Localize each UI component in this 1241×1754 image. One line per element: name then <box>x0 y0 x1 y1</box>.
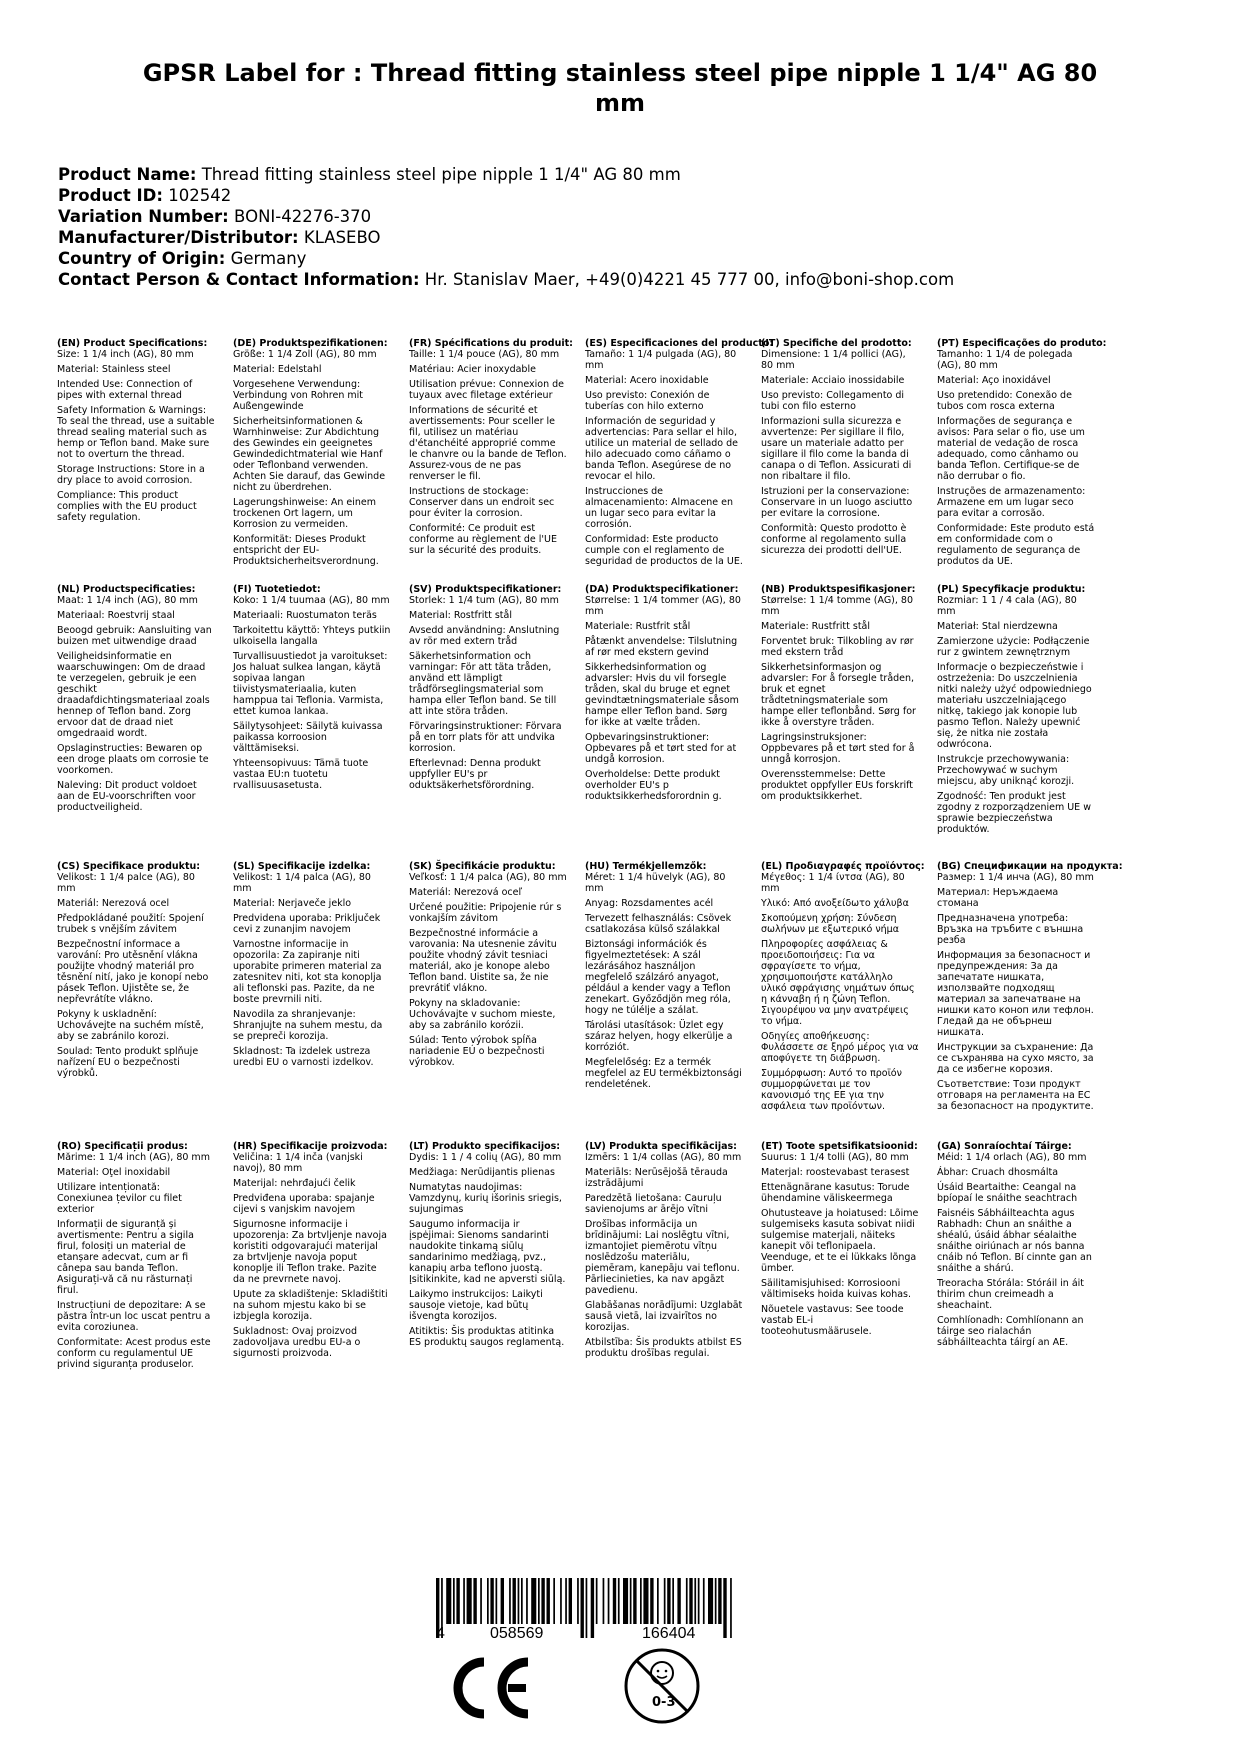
spec-block-title: (GA) Sonraíochtaí Táirge: <box>937 1141 1072 1152</box>
spec-line: Veľkosť: 1 1/4 palca (AG), 80 mm <box>409 872 567 883</box>
spec-line: Velikost: 1 1/4 palca (AG), 80 mm <box>233 872 371 894</box>
barcode-bar <box>672 1578 674 1624</box>
spec-line: Safety Information & Warnings: To seal the thread, use a suitable thread sealing material such as hemp or Teflon band. Make sure not to overturn the thread. <box>57 405 215 460</box>
info-row <box>58 164 1198 185</box>
spec-block-title: (FR) Spécifications du produit: <box>409 338 573 349</box>
spec-line: Tarkoitettu käyttö: Yhteys putkiin ulkoisella langalla <box>233 625 391 647</box>
spec-line: Informações de segurança e avisos: Para selar o fio, use um material de vedação de rosca adequado, como cânhamo ou banda Teflon. Certifique-se de não derrubar o fio. <box>937 416 1085 482</box>
spec-line: Bezpečnostné informácie a varovania: Na utesnenie závitu použite vhodný závit tesniaci materiál, ako je konope alebo Teflon band. Uistite sa, že nie prevrátiť vlákno. <box>409 928 557 994</box>
spec-line: Instructions de stockage: Conserver dans un endroit sec pour éviter la corrosion. <box>409 486 555 519</box>
spec-block <box>233 1141 391 1363</box>
spec-line: Μέγεθος: 1 1/4 ίντσα (AG), 80 mm <box>761 872 905 894</box>
spec-line: Pokyny k uskladnění: Uchovávejte na suchém místě, aby se zabránilo korozi. <box>57 1009 204 1042</box>
spec-line: Sikkerhedsinformation og advarsler: Hvis du vil forsegle tråden, skal du bruge et egnet gevindtætningsmateriale såsom hampe eller Teflon band. Sørg for ikke at vælte tråden. <box>585 662 739 728</box>
barcode-bar <box>715 1578 717 1624</box>
barcode-bar <box>513 1578 516 1624</box>
spec-line: Numatytas naudojimas: Vamzdynų, kurių išorinis sriegis, sujungimas <box>409 1182 562 1215</box>
spec-block-title: (ES) Especificaciones del producto: <box>585 338 774 349</box>
barcode-bar <box>623 1578 628 1624</box>
spec-line: Velikost: 1 1/4 palce (AG), 80 mm <box>57 872 195 894</box>
spec-block-title: (HR) Specifikacije proizvoda: <box>233 1141 388 1152</box>
spec-line: Skladnost: Ta izdelek ustreza uredbi EU o varnosti izdelkov. <box>233 1046 374 1068</box>
spec-line: Méid: 1 1/4 orlach (AG), 80 mm <box>937 1152 1087 1163</box>
spec-line: Säilytysohjeet: Säilytä kuivassa paikassa korroosion välttämiseksi. <box>233 721 383 754</box>
info-label: Variation Number: <box>58 207 229 226</box>
spec-line: Atitiktis: Šis produktas atitinka ES produktų saugos reglamentą. <box>409 1326 565 1348</box>
spec-line: Conformité: Ce produit est conforme au règlement de l'UE sur la sécurité des produits. <box>409 523 557 556</box>
spec-block <box>761 338 919 560</box>
spec-line: Zamierzone użycie: Podłączenie rur z gwintem zewnętrznym <box>937 636 1090 658</box>
spec-line: Uso previsto: Collegamento di tubi con filo esterno <box>761 390 905 412</box>
spec-block <box>761 861 925 1116</box>
spec-line: Materiale: Rustfrit stål <box>585 621 691 632</box>
spec-line: Zgodność: Ten produkt jest zgodny z rozporządzeniem UE w sprawie bezpieczeństwa produktów. <box>937 791 1091 835</box>
spec-block <box>233 584 391 795</box>
barcode-bar <box>698 1578 700 1624</box>
spec-line: Paredzētā lietošana: Cauruļu savienojums ar ārējo vītni <box>585 1193 722 1215</box>
barcode-bar <box>640 1578 642 1624</box>
spec-line: Πληροφορίες ασφάλειας & προειδοποιήσεις: Για να σφραγίσετε το νήμα, χρησιμοποιήστε κατάλληλο υλικό σφράγισης νημάτων όπως η κάνναβη ή η ζώνη Teflon. Σιγουρέψου να μην ανατρέψεις το νήμα. <box>761 939 915 1027</box>
barcode-bar <box>694 1578 696 1624</box>
spec-line: Bezpečnostní informace a varování: Pro utěsnění vlákna použijte vhodný materiál pro těsnění nití, jako je konopí nebo pásek Teflon. Ujistěte se, že nepřevrátíte vlákno. <box>57 939 209 1005</box>
spec-block <box>409 861 567 1072</box>
info-row <box>58 206 1198 227</box>
barcode-bar <box>541 1578 544 1624</box>
spec-line: Faisnéis Sábháilteachta agus Rabhadh: Chun an snáithe a shéalú, úsáid ábhar séalaithe snáithe oiriúnach ar nós banna cnáib nó Teflon. Bí cinnte gan an snáithe a shárú. <box>937 1208 1092 1274</box>
spec-line: Saugumo informacija ir įspėjimai: Sienoms sandarinti naudokite tinkamą siūlų sandarinimo medžiagą, pvz., kanapių arba teflono juostą. Įsitikinkite, kad ne apversti siūlą. <box>409 1219 566 1285</box>
barcode-bar <box>581 1578 584 1638</box>
spec-line: Materiāls: Nerūsējošā tērauda izstrādājumi <box>585 1167 728 1189</box>
spec-line: Materiaal: Roestvrij staal <box>57 610 175 621</box>
spec-line: Tamanho: 1 1/4 de polegada (AG), 80 mm <box>937 349 1073 371</box>
barcode-bar <box>730 1578 732 1638</box>
spec-line: Σκοπούμενη χρήση: Σύνδεση σωλήνων με εξωτερικό νήμα <box>761 913 899 935</box>
spec-line: Atbilstība: Šis produkts atbilst ES produktu drošības regulai. <box>585 1337 742 1359</box>
spec-block <box>585 1141 743 1363</box>
spec-block-title: (SK) Špecifikácie produktu: <box>409 861 556 872</box>
barcode-bar <box>473 1578 476 1624</box>
barcode-bar <box>467 1578 472 1624</box>
spec-line: Ohutusteave ja hoiatused: Lõime sulgemiseks kasuta sobivat niidi sulgemise materjali, näiteks kanepit või teflonipaela. Veenduge, et te ei lükkaks lõnga ümber. <box>761 1208 919 1274</box>
spec-line: Avsedd användning: Anslutning av rör med extern tråd <box>409 625 560 647</box>
spec-line: Förvaringsinstruktioner: Förvara på en torr plats för att undvika korrosion. <box>409 721 562 754</box>
barcode-bar <box>518 1578 520 1624</box>
spec-line: Material: Stainless steel <box>57 364 171 375</box>
spec-line: Säilitamisjuhised: Korrosiooni vältimiseks hoida kuivas kohas. <box>761 1278 912 1300</box>
spec-line: Varnostne informacije in opozorila: Za zapiranje niti uporabite primeren material za zatesnitev niti, kot sta konoplja ali teflonski pas. Pazite, da ne boste prevrnili niti. <box>233 939 382 1005</box>
spec-line: Biztonsági információk és figyelmeztetések: A szál lezárásához használjon megfelelő szálzáró anyagot, például a kender vagy a Teflon zenekart. Győződjön meg róla, hogy ne túlélje a szálat. <box>585 939 731 1016</box>
spec-line: Υλικό: Από ανοξείδωτο χάλυβα <box>761 898 909 909</box>
spec-line: Material: Aço inoxidável <box>937 375 1051 386</box>
spec-block-title: (LT) Produkto specifikacijos: <box>409 1141 561 1152</box>
spec-line: Conformità: Questo prodotto è conforme al regolamento sulla sicurezza dei prodotti dell'UE. <box>761 523 907 556</box>
spec-line: Storage Instructions: Store in a dry place to avoid corrosion. <box>57 464 205 486</box>
spec-line: Naleving: Dit product voldoet aan de EU-voorschriften voor productveiligheid. <box>57 780 197 813</box>
barcode-bar <box>667 1578 670 1624</box>
spec-line: Informacje o bezpieczeństwie i ostrzeżenia: Do uszczelnienia nitki należy użyć odpowiedniego materiału uszczelniającego nitkę, takiego jak konopie lub pasmo Teflon. Należy upewnić się, że nitka nie została odwrócona. <box>937 662 1092 750</box>
spec-line: Säkerhetsinformation och varningar: För att täta tråden, använd ett lämpligt trådförseglingsmaterial som hampa eller Teflon band. Se till att inte störa tråden. <box>409 651 557 717</box>
spec-line: Størrelse: 1 1/4 tomme (AG), 80 mm <box>761 595 914 617</box>
info-value: Hr. Stanislav Maer, +49(0)4221 45 777 00, info@boni-shop.com <box>424 270 955 289</box>
spec-line: Materiale: Rustfritt stål <box>761 621 871 632</box>
info-row <box>58 269 1198 290</box>
barcode-bar <box>560 1578 562 1624</box>
barcode-bar <box>463 1578 465 1624</box>
spec-block <box>409 338 573 560</box>
spec-line: Sukladnost: Ovaj proizvod zadovoljava uredbu EU-a o sigurnosti proizvoda. <box>233 1326 361 1359</box>
spec-line: Materiale: Acciaio inossidabile <box>761 375 905 386</box>
spec-line: Comhlíonadh: Comhlíonann an táirge seo rialachán sábháilteachta táirgí an AE. <box>937 1315 1084 1348</box>
barcode-bar <box>569 1578 572 1624</box>
barcode-bar <box>630 1578 632 1624</box>
spec-line: Yhteensopivuus: Tämä tuote vastaa EU:n tuotetu rvallisuusasetusta. <box>233 758 369 791</box>
spec-block <box>937 584 1095 839</box>
spec-line: Upute za skladištenje: Skladištiti na suhom mjestu kako bi se izbjegla korozija. <box>233 1289 388 1322</box>
spec-line: Předpokládané použití: Spojení trubek s vnějším závitem <box>57 913 204 935</box>
spec-line: Rozmiar: 1 1 / 4 cala (AG), 80 mm <box>937 595 1077 617</box>
barcode-bar <box>480 1578 482 1624</box>
spec-line: Größe: 1 1/4 Zoll (AG), 80 mm <box>233 349 377 360</box>
spec-line: Материал: Неръждаема стомана <box>937 887 1059 909</box>
barcode-bar <box>689 1578 692 1624</box>
barcode-bar <box>657 1578 659 1624</box>
spec-block <box>585 338 774 571</box>
spec-line: Intended Use: Connection of pipes with external thread <box>57 379 193 401</box>
spec-line: Materiál: Nerezová oceľ <box>409 887 523 898</box>
barcode-bar <box>677 1578 680 1624</box>
spec-line: Anyag: Rozsdamentes acél <box>585 898 714 909</box>
spec-block <box>761 584 919 806</box>
spec-line: Konformität: Dieses Produkt entspricht der EU-Produktsicherheitsverordnung. <box>233 534 379 567</box>
barcode-bar <box>708 1578 713 1624</box>
spec-line: Tamaño: 1 1/4 pulgada (AG), 80 mm <box>585 349 737 371</box>
spec-line: Maat: 1 1/4 inch (AG), 80 mm <box>57 595 198 606</box>
spec-line: Συμμόρφωση: Αυτό το προϊόν συμμορφώνεται με τον κανονισμό της ΕΕ για την ασφάλεια των προϊόντων. <box>761 1068 902 1112</box>
barcode-bar <box>586 1578 588 1638</box>
spec-line: Sikkerhetsinformasjon og advarsler: For å forsegle tråden, bruk et egnet trådtetningsmateriale som hampe eller teflonbånd. Sørg for ikke å overstyre tråden. <box>761 662 916 728</box>
barcode-digits-left: 058569 <box>490 1625 544 1642</box>
barcode-bar <box>577 1578 579 1624</box>
spec-line: Tárolási utasítások: Üzlet egy száraz helyen, hogy elkerülje a korróziót. <box>585 1020 733 1053</box>
spec-block-title: (IT) Specifiche del prodotto: <box>761 338 912 349</box>
spec-block-title: (DA) Produktspecifikationer: <box>585 584 739 595</box>
spec-line: Informazioni sulla sicurezza e avvertenze: Per sigillare il filo, usare un materiale adatto per sigillare il filo come la banda di canapa o di Teflon. Assicurati di non ribaltare il filo. <box>761 416 912 482</box>
spec-line: Οδηγίες αποθήκευσης: Φυλάσσετε σε ξηρό μέρος για να αποφύγετε τη διάβρωση. <box>761 1031 919 1064</box>
spec-line: Forventet bruk: Tilkobling av rør med ekstern tråd <box>761 636 914 658</box>
spec-line: Koko: 1 1/4 tuumaa (AG), 80 mm <box>233 595 390 606</box>
spec-line: Suurus: 1 1/4 tolli (AG), 80 mm <box>761 1152 909 1163</box>
not-for-children-0-3-icon <box>622 1646 702 1726</box>
barcode-bar <box>596 1578 598 1624</box>
spec-line: Påtænkt anvendelse: Tilslutning af rør med ekstern gevind <box>585 636 738 658</box>
spec-block-title: (ET) Toote spetsifikatsioonid: <box>761 1141 918 1152</box>
spec-line: Instruções de armazenamento: Armazene em um lugar seco para evitar a corrosão. <box>937 486 1086 519</box>
barcode-bar <box>664 1578 666 1624</box>
info-value: BONI-42276-370 <box>234 207 372 226</box>
barcode-bar <box>608 1578 610 1624</box>
info-value: 102542 <box>168 186 232 205</box>
spec-line: Opbevaringsinstruktioner: Opbevares på et tørt sted for at undgå korrosion. <box>585 732 737 765</box>
spec-line: Dimensione: 1 1/4 pollici (AG), 80 mm <box>761 349 906 371</box>
spec-line: Predviđena uporaba: spajanje cijevi s vanjskim navojem <box>233 1193 375 1215</box>
info-label: Product Name: <box>58 165 197 184</box>
info-label: Country of Origin: <box>58 249 226 268</box>
barcode-bar <box>723 1578 726 1638</box>
spec-line: Informații de siguranță și avertismente: Pentru a sigila firul, folosiți un material de etanșare adecvat, cum ar fi cânepa sau banda Teflon. Asigurați-vă că nu răsturnați firul. <box>57 1219 194 1296</box>
barcode-bar <box>703 1578 705 1624</box>
barcode-bar <box>650 1578 653 1624</box>
spec-line: Úsáid Beartaithe: Ceangal na bpíopaí le snáithe seachtrach <box>937 1182 1078 1204</box>
spec-line: Съответствие: Този продукт отговаря на регламента на ЕС за безопасност на продуктите. <box>937 1079 1094 1112</box>
spec-line: Utilizare intenționată: Conexiunea țevilor cu filet exterior <box>57 1182 182 1215</box>
spec-line: Materijal: nehrđajući čelik <box>233 1178 356 1189</box>
spec-line: Matériau: Acier inoxydable <box>409 364 536 375</box>
spec-block <box>57 1141 215 1374</box>
spec-line: Lagringsinstruksjoner: Oppbevares på et tørt sted for å unngå korrosjon. <box>761 732 915 765</box>
spec-line: Overholdelse: Dette produkt overholder EU's p roduktsikkerhedsforordnin g. <box>585 769 722 802</box>
spec-block-title: (BG) Спецификации на продукта: <box>937 861 1123 872</box>
info-label: Product ID: <box>58 186 163 205</box>
spec-line: Ábhar: Cruach dhosmálta <box>937 1167 1059 1178</box>
spec-block-title: (PL) Specyfikacje produktu: <box>937 584 1086 595</box>
barcode-digit-first: 4 <box>436 1625 445 1642</box>
spec-line: Efterlevnad: Denna produkt uppfyller EU's pr oduktsäkerhetsförordning. <box>409 758 541 791</box>
spec-line: Materiał: Stal nierdzewna <box>937 621 1058 632</box>
spec-block-title: (CS) Specifikace produktu: <box>57 861 201 872</box>
barcode-bar <box>686 1578 688 1624</box>
info-value: Germany <box>230 249 307 268</box>
barcode-bar <box>490 1578 493 1624</box>
spec-line: Méret: 1 1/4 hüvelyk (AG), 80 mm <box>585 872 726 894</box>
page-title: GPSR Label for : Thread fitting stainless steel pipe nipple 1 1/4" AG 80 mm <box>142 59 1098 117</box>
spec-block-title: (FI) Tuotetiedot: <box>233 584 321 595</box>
spec-line: Conformidad: Este producto cumple con el reglamento de seguridad de productos de la UE. <box>585 534 743 567</box>
spec-block-title: (SV) Produktspecifikationer: <box>409 584 562 595</box>
barcode-bar <box>547 1578 550 1624</box>
spec-line: Treoracha Stórála: Stóráil in áit thirim chun creimeadh a sheachaint. <box>937 1278 1085 1311</box>
spec-block-title: (LV) Produkta specifikācijas: <box>585 1141 737 1152</box>
spec-line: Materjal: roostevabast terasest <box>761 1167 910 1178</box>
translations-grid <box>57 338 1217 1568</box>
spec-line: Istruzioni per la conservazione: Conservare in un luogo asciutto per evitare la corrosione. <box>761 486 913 519</box>
spec-line: Tervezett felhasználás: Csövek csatlakozása külső szálakkal <box>585 913 732 935</box>
spec-block <box>233 338 391 571</box>
barcode-bar <box>603 1578 605 1624</box>
spec-block <box>937 1141 1095 1352</box>
spec-line: Nõuetele vastavus: See toode vastab EL-i tooteohutusmäärusele. <box>761 1304 904 1337</box>
spec-line: Určené použitie: Pripojenie rúr s vonkajším závitom <box>409 902 562 924</box>
info-label: Contact Person & Contact Information: <box>58 270 420 289</box>
barcode-bar <box>521 1578 523 1624</box>
info-row <box>58 227 1198 248</box>
ean-barcode <box>432 1578 742 1638</box>
spec-line: Размер: 1 1/4 инча (AG), 80 mm <box>937 872 1094 883</box>
spec-line: Glabāšanas norādījumi: Uzglabāt sausā vietā, lai izvairītos no korozijas. <box>585 1300 743 1333</box>
spec-block-title: (DE) Produktspezifikationen: <box>233 338 388 349</box>
spec-line: Súlad: Tento výrobok spĺňa nariadenie EÚ o bezpečnosti výrobkov. <box>409 1035 545 1068</box>
spec-line: Materiaali: Ruostumaton teräs <box>233 610 377 621</box>
spec-block-title: (SL) Specifikacije izdelka: <box>233 861 371 872</box>
barcode-bar <box>487 1578 489 1624</box>
spec-line: Предназначена употреба: Връзка на тръбите с външна резба <box>937 913 1084 946</box>
product-info <box>58 164 1198 290</box>
barcode-bar <box>496 1578 498 1624</box>
spec-block <box>761 1141 919 1341</box>
spec-line: Størrelse: 1 1/4 tommer (AG), 80 mm <box>585 595 741 617</box>
spec-block <box>937 338 1107 571</box>
spec-line: Ettenägnärane kasutus: Torude ühendamine väliskeermega <box>761 1182 910 1204</box>
spec-line: Mărime: 1 1/4 inch (AG), 80 mm <box>57 1152 210 1163</box>
spec-block-title: (EN) Product Specifications: <box>57 338 208 349</box>
spec-block <box>585 861 743 1094</box>
spec-line: Veličina: 1 1/4 inča (vanjski navoj), 80 mm <box>233 1152 363 1174</box>
spec-block <box>585 584 743 806</box>
barcode-bar <box>509 1578 511 1624</box>
barcode-bar <box>633 1578 636 1624</box>
spec-block-title: (NB) Produktspesifikasjoner: <box>761 584 916 595</box>
barcode-bar <box>643 1578 648 1624</box>
spec-line: Medžiaga: Nerūdijantis plienas <box>409 1167 555 1178</box>
spec-line: Uso pretendido: Conexão de tubos com rosca externa <box>937 390 1072 412</box>
spec-block-title: (PT) Especificações do produto: <box>937 338 1107 349</box>
spec-block <box>233 861 391 1072</box>
spec-block <box>937 861 1123 1116</box>
spec-line: Sigurnosne informacije i upozorenja: Za brtvljenje navoja koristiti odgovarajući materijal za brtvljenje navoja poput konoplje ili Teflon trake. Pazite da ne prevrnete navoj. <box>233 1219 387 1285</box>
spec-block-title: (NL) Productspecificaties: <box>57 584 196 595</box>
spec-line: Materiál: Nerezová ocel <box>57 898 170 909</box>
spec-block <box>409 1141 567 1352</box>
spec-block-title: (EL) Προδιαγραφές προϊόντος: <box>761 861 925 872</box>
spec-line: Turvallisuustiedot ja varoitukset: Jos haluat sulkea langan, käytä sopivaa langan tiivistysmateriaalia, kuten hamppua tai Teflonia. Varmista, ettet kumoa lankaa. <box>233 651 388 717</box>
spec-line: Utilisation prévue: Connexion de tuyaux avec filetage extérieur <box>409 379 565 401</box>
spec-line: Veiligheidsinformatie en waarschuwingen: Om de draad te verzegelen, gebruik je een geschikt draadafdichtingsmateriaal zoals hennep of Teflon band. Zorg ervoor dat de draad niet omgedraaid wordt. <box>57 651 210 739</box>
barcode-bar <box>456 1578 459 1624</box>
spec-line: Laikymo instrukcijos: Laikyti sausoje vietoje, kad būtų išvengta korozijos. <box>409 1289 543 1322</box>
spec-line: Conformitate: Acest produs este conform cu regulamentul UE privind siguranța produselor. <box>57 1337 211 1370</box>
spec-line: Instrucțiuni de depozitare: A se păstra într-un loc uscat pentru a evita coroziunea. <box>57 1300 211 1333</box>
age-label: 0-3 <box>652 1695 676 1710</box>
spec-line: Uso previsto: Conexión de tuberías con hilo externo <box>585 390 710 412</box>
spec-line: Storlek: 1 1/4 tum (AG), 80 mm <box>409 595 559 606</box>
spec-line: Sicherheitsinformationen & Warnhinweise: Zur Abdichtung des Gewindes ein geeignetes Gewindedichtmaterial wie Hanf oder Teflonband verwenden. Achten Sie darauf, das Gewinde nicht zu überdrehen. <box>233 416 386 493</box>
spec-line: Lagerungshinweise: An einem trockenen Ort lagern, um Korrosion zu vermeiden. <box>233 497 377 530</box>
spec-line: Opslaginstructies: Bewaren op een droge plaats om corrosie te voorkomen. <box>57 743 209 776</box>
spec-block <box>409 584 567 795</box>
spec-block-title: (HU) Termékjellemzők: <box>585 861 707 872</box>
spec-line: Overensstemmelse: Dette produktet oppfyller EUs forskrift om produktsikkerhet. <box>761 769 914 802</box>
barcode-bar <box>526 1578 528 1624</box>
spec-line: Izmērs: 1 1/4 collas (AG), 80 mm <box>585 1152 742 1163</box>
spec-line: Material: Oţel inoxidabil <box>57 1167 171 1178</box>
info-row <box>58 248 1198 269</box>
barcode-bar <box>453 1578 455 1624</box>
spec-block <box>57 584 215 817</box>
spec-line: Informations de sécurité et avertissements: Pour sceller le fil, utilisez un matériau d'étanchéité approprié comme le chanvre ou la bande de Teflon. Assurez-vous de ne pas renverser le fil. <box>409 405 567 482</box>
spec-block <box>57 338 215 527</box>
barcode-bar <box>553 1578 555 1624</box>
barcode-bar <box>718 1578 721 1624</box>
spec-line: Taille: 1 1/4 pouce (AG), 80 mm <box>409 349 560 360</box>
barcode-bar <box>618 1578 620 1624</box>
barcode-bar <box>446 1578 451 1624</box>
spec-line: Megfelelőség: Ez a termék megfelel az EU termékbiztonsági rendeletének. <box>585 1057 742 1090</box>
spec-line: Информация за безопасност и предупреждения: За да запечатате нишката, използвайте подходящ материал за запечатване на нишки като коноп или тефлон. Гледай да не обърнеш нишката. <box>937 950 1094 1038</box>
spec-line: Información de seguridad y advertencias: Para sellar el hilo, utilice un material de sellado de hilo adecuado como cáñamo o banda Teflon. Asegúrese de no revocar el hilo. <box>585 416 739 482</box>
spec-block <box>57 861 215 1083</box>
spec-line: Size: 1 1/4 inch (AG), 80 mm <box>57 349 194 360</box>
barcode-digits-right: 166404 <box>642 1625 696 1642</box>
spec-line: Material: Edelstahl <box>233 364 322 375</box>
spec-line: Instrukcje przechowywania: Przechowywać w suchym miejscu, aby uniknąć korozji. <box>937 754 1075 787</box>
info-value: KLASEBO <box>303 228 381 247</box>
barcode-bar <box>613 1578 616 1624</box>
barcode-bar <box>538 1578 540 1624</box>
spec-line: Material: Rostfritt stål <box>409 610 512 621</box>
spec-line: Compliance: This product complies with the EU product safety regulation. <box>57 490 197 523</box>
spec-line: Material: Nerjaveče jeklo <box>233 898 352 909</box>
barcode-bar <box>591 1578 594 1638</box>
info-row <box>58 185 1198 206</box>
barcode-bar <box>565 1578 567 1624</box>
spec-block-title: (RO) Specificații produs: <box>57 1141 188 1152</box>
spec-line: Conformidade: Este produto está em conformidade com o regulamento de segurança de produtos da UE. <box>937 523 1095 567</box>
spec-line: Beoogd gebruik: Aansluiting van buizen met uitwendige draad <box>57 625 212 647</box>
spec-line: Pokyny na skladovanie: Uchovávajte v suchom mieste, aby sa zabránilo korózii. <box>409 998 556 1031</box>
barcode-bar <box>501 1578 504 1624</box>
info-value: Thread fitting stainless steel pipe nipple 1 1/4" AG 80 mm <box>201 165 681 184</box>
spec-line: Instrucciones de almacenamiento: Almacene en un lugar seco para evitar la corrosión. <box>585 486 733 530</box>
spec-line: Инструкции за съхранение: Да се съхранява на сухо място, за да се избегне корозия. <box>937 1042 1094 1075</box>
spec-line: Material: Acero inoxidable <box>585 375 709 386</box>
ce-mark-icon <box>448 1656 533 1720</box>
barcode-bar <box>531 1578 536 1624</box>
spec-line: Navodila za shranjevanje: Shranjujte na suhem mestu, da se prepreči korozija. <box>233 1009 383 1042</box>
spec-line: Dydis: 1 1 / 4 colių (AG), 80 mm <box>409 1152 562 1163</box>
spec-line: Predvidena uporaba: Priključek cevi z zunanjim navojem <box>233 913 381 935</box>
spec-line: Drošības informācija un brīdinājumi: Lai noslēgtu vītni, izmantojiet piemērotu vītņu noslēdzošu materiālu, piemēram, kanepāju vai teflonu. Pārliecinieties, ka nav apgāzt pavedienu. <box>585 1219 740 1296</box>
spec-line: Vorgesehene Verwendung: Verbindung von Rohren mit Außengewinde <box>233 379 364 412</box>
info-label: Manufacturer/Distributor: <box>58 228 299 247</box>
spec-line: Soulad: Tento produkt splňuje nařízení EU o bezpečnosti výrobků. <box>57 1046 199 1079</box>
